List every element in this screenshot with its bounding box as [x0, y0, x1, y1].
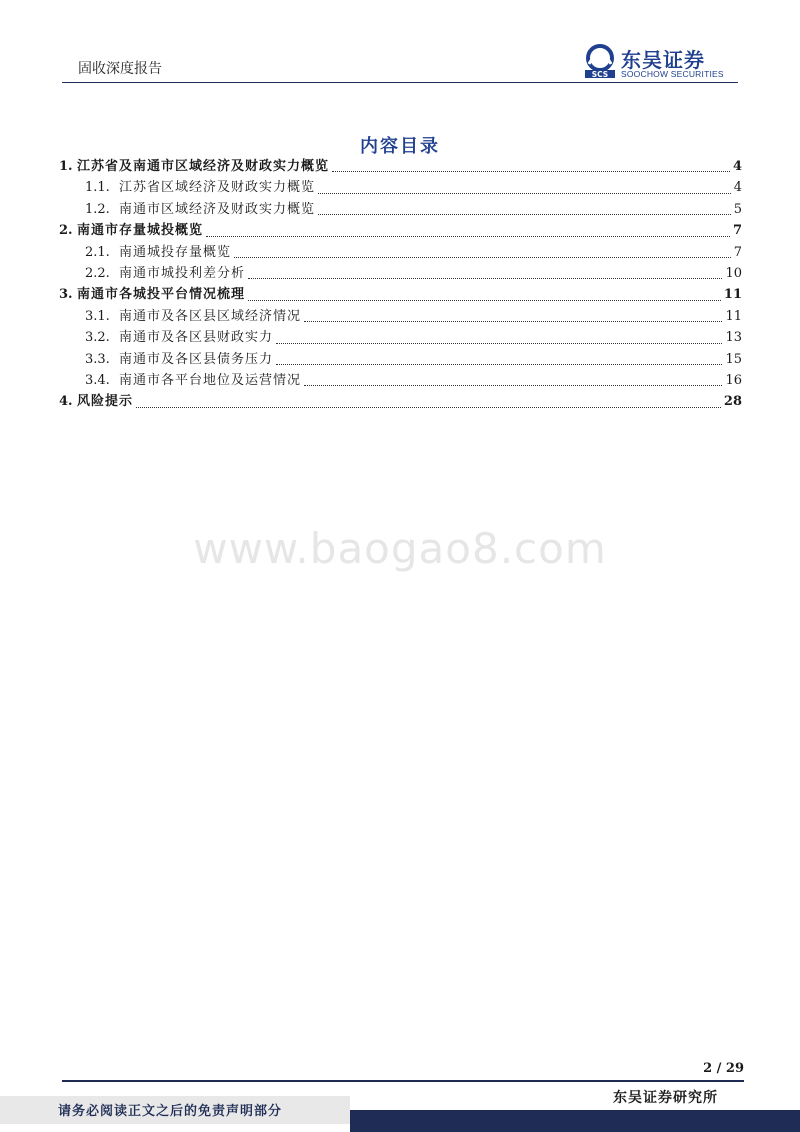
toc-entry-number: 2.1. — [85, 244, 110, 260]
toc-entry-text: 江苏省及南通市区域经济及财政实力概览 — [77, 159, 330, 174]
toc-entry-page: 7 — [733, 244, 742, 260]
brand-name-cn: 东吴证券 — [621, 48, 705, 72]
toc-subsection-link[interactable] — [59, 306, 742, 327]
toc-dot-leader — [276, 363, 722, 365]
brand-name-en: SOOCHOW SECURITIES — [621, 69, 724, 79]
toc-entry-page: 11 — [723, 287, 742, 303]
toc-section-link[interactable] — [59, 391, 742, 412]
toc-subsection-link[interactable] — [59, 199, 742, 220]
toc-entry-text: 南通市及各区县债务压力 — [119, 351, 274, 367]
toc-entry-text: 南通市区域经济及财政实力概览 — [119, 201, 316, 217]
toc-dot-leader — [304, 320, 722, 322]
toc-entry-page: 15 — [725, 351, 742, 367]
toc-title: 内容目录 — [360, 136, 440, 157]
watermark: www.baogao8.com — [193, 524, 607, 573]
toc-entry-page: 5 — [733, 201, 742, 217]
toc-dot-leader — [136, 406, 721, 408]
toc-entry-number: 3.1. — [85, 308, 110, 324]
toc-entry-number: 1. — [59, 159, 73, 174]
scs-logo-icon — [583, 44, 617, 78]
toc-entry-page: 16 — [725, 372, 742, 388]
page-indicator: 2 / 29 — [703, 1061, 744, 1076]
toc-subsection-link[interactable] — [59, 327, 742, 348]
toc-entry-text: 南通城投存量概览 — [119, 244, 232, 260]
toc-entry-text: 南通市存量城投概览 — [77, 223, 204, 239]
toc-subsection-link[interactable] — [59, 177, 742, 198]
toc-entry-page: 10 — [725, 265, 742, 281]
toc-dot-leader — [318, 213, 731, 215]
toc-entry-page: 4 — [732, 159, 742, 174]
toc-dot-leader — [234, 256, 731, 258]
report-type-label: 固收深度报告 — [78, 61, 162, 77]
toc-entry-number: 3. — [59, 287, 73, 303]
brand-logo — [583, 44, 745, 80]
toc-entry-number: 2.2. — [85, 265, 110, 281]
toc-dot-leader — [276, 342, 722, 344]
toc-dot-leader — [332, 170, 730, 172]
toc-entry-page: 11 — [725, 308, 742, 324]
footer-color-strip — [350, 1110, 800, 1132]
toc-dot-leader — [248, 299, 721, 301]
toc-entry-text: 南通市及各区县财政实力 — [119, 330, 274, 346]
toc-section-link[interactable] — [59, 156, 742, 177]
toc-entry-text: 南通市各城投平台情况梳理 — [77, 287, 246, 303]
toc-dot-leader — [318, 192, 731, 194]
toc-entry-number: 3.2. — [85, 330, 110, 346]
toc-subsection-link[interactable] — [59, 242, 742, 263]
toc-dot-leader — [304, 384, 722, 386]
toc-entry-text: 风险提示 — [77, 394, 134, 410]
brand-abbr: SCS — [591, 70, 609, 78]
toc-entry-text: 南通市及各区县区域经济情况 — [119, 308, 302, 324]
footer-organization: 东吴证券研究所 — [613, 1090, 718, 1106]
footer-disclaimer: 请务必阅读正文之后的免责声明部分 — [58, 1104, 283, 1119]
toc-entry-number: 1.1. — [85, 180, 110, 196]
toc-subsection-link[interactable] — [59, 263, 742, 284]
toc-entry-page: 28 — [723, 394, 742, 410]
toc-entry-text: 江苏省区域经济及财政实力概览 — [119, 180, 316, 196]
toc-entry-number: 3.3. — [85, 351, 110, 367]
toc-entry-number: 3.4. — [85, 372, 110, 388]
toc-entry-number: 4. — [59, 394, 73, 410]
toc-entry-number: 2. — [59, 223, 73, 239]
toc-dot-leader — [206, 235, 730, 237]
toc-entry-number: 1.2. — [85, 201, 110, 217]
toc-subsection-link[interactable] — [59, 349, 742, 370]
table-of-contents — [59, 156, 742, 413]
footer-divider — [62, 1080, 744, 1082]
toc-entry-page: 13 — [725, 330, 742, 346]
toc-entry-page: 7 — [732, 223, 742, 239]
header-divider — [62, 82, 738, 83]
toc-subsection-link[interactable] — [59, 370, 742, 391]
toc-entry-text: 南通市各平台地位及运营情况 — [119, 372, 302, 388]
toc-entry-text: 南通市城投利差分析 — [119, 265, 246, 281]
toc-section-link[interactable] — [59, 220, 742, 241]
toc-dot-leader — [248, 277, 722, 279]
toc-section-link[interactable] — [59, 284, 742, 305]
toc-entry-page: 4 — [733, 180, 742, 196]
